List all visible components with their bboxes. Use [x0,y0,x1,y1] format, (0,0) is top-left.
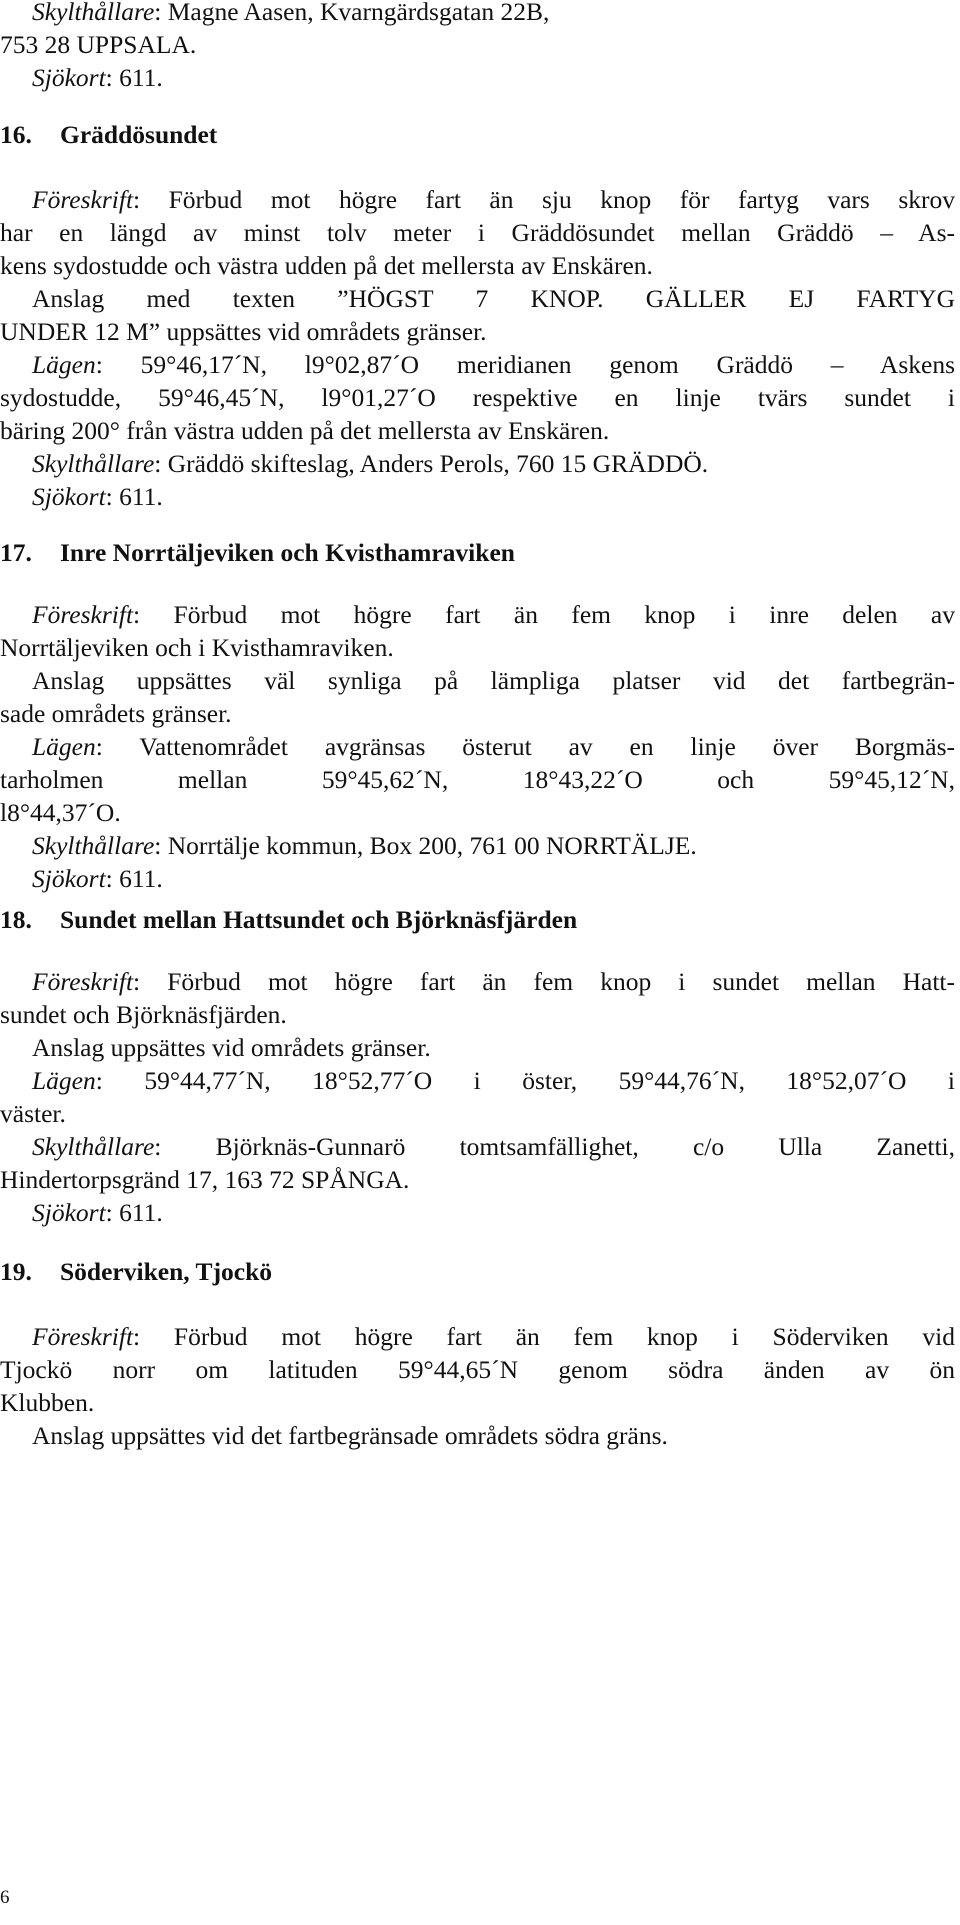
section-number: 17. [0,538,32,567]
regulation-line: Föreskrift: Förbud mot högre fart än fem knop i sundet mellan Hatt- [32,967,955,996]
sign-line: UNDER 12 M” uppsättes vid områdets gränser. [0,317,487,346]
regulation-line: Föreskrift: Förbud mot högre fart än sju knop för fartyg vars skrov [32,185,955,214]
regulation-line: har en längd av minst tolv meter i Gräddösundet mellan Gräddö – As- [0,218,955,247]
chart-line: Sjökort: 611. [32,1198,163,1227]
regulation-line: Klubben. [0,1388,95,1417]
section-heading-17 [0,536,515,569]
sign-line: Anslag uppsättes vid det fartbegränsade områdets södra gräns. [32,1421,668,1450]
regulation-line: Norrtäljeviken och i Kvisthamraviken. [0,633,394,662]
regulation-line: Föreskrift: Förbud mot högre fart än fem knop i inre delen av [32,600,955,629]
chart-label: Sjökort [32,63,106,92]
regulation-label: Föreskrift [32,967,134,996]
position-line: l8°44,37´O. [0,798,121,827]
section-heading-19 [0,1255,272,1288]
section-title: Söderviken, Tjockö [60,1257,273,1286]
section-title: Sundet mellan Hattsundet och Björknäsfjärden [60,905,578,934]
regulation-line: Föreskrift: Förbud mot högre fart än fem knop i Söderviken vid [32,1322,955,1351]
regulation-label: Föreskrift [32,1322,134,1351]
sign-line: Anslag uppsättes väl synliga på lämpliga platser vid det fartbegrän- [32,666,955,695]
position-line: väster. [0,1099,66,1128]
section-heading-16 [0,118,217,151]
holder-text: : Magne Aasen, Kvarngärdsgatan 22B, [154,0,550,26]
holder-line: Skylthållare: Björknäs-Gunnarö tomtsamfällighet, c/o Ulla Zanetti, [32,1132,955,1161]
sign-line: sade områdets gränser. [0,699,232,728]
holder-line [32,0,549,28]
chart-label: Sjökort [32,482,106,511]
holder-line-cont: 753 28 UPPSALA. [0,30,197,59]
section-title: Gräddösundet [60,120,218,149]
holder-label: Skylthållare [32,1132,155,1161]
position-line: tarholmen mellan 59°45,62´N, 18°43,22´O och 59°45,12´N, [0,765,955,794]
position-line: sydostudde, 59°46,45´N, l9°01,27´O respektive en linje tvärs sundet i [0,383,955,412]
regulation-label: Föreskrift [32,600,134,629]
chart-label: Sjökort [32,864,106,893]
position-line: Lägen: Vattenområdet avgränsas österut av en linje över Borgmäs- [32,732,955,761]
holder-label: Skylthållare [32,449,155,478]
holder-line: Skylthållare: Norrtälje kommun, Box 200, 761 00 NORRTÄLJE. [32,831,697,860]
section-number: 18. [0,905,32,934]
position-line: Lägen: 59°44,77´N, 18°52,77´O i öster, 59°44,76´N, 18°52,07´O i [32,1066,955,1095]
chart-line [32,61,163,94]
section-number: 19. [0,1257,32,1286]
section-number: 16. [0,120,32,149]
position-label: Lägen [32,1066,96,1095]
chart-text: : 611. [105,63,163,92]
position-label: Lägen [32,350,96,379]
position-line: bäring 200° från västra udden på det mellersta av Enskären. [0,416,610,445]
holder-line-cont: Hindertorpsgränd 17, 163 72 SPÅNGA. [0,1165,410,1194]
regulation-line: kens sydostudde och västra udden på det mellersta av Enskären. [0,251,653,280]
holder-label: Skylthållare [32,831,155,860]
regulation-label: Föreskrift [32,185,134,214]
holder-line: Skylthållare: Gräddö skifteslag, Anders Perols, 760 15 GRÄDDÖ. [32,449,709,478]
section-heading-18 [0,903,577,936]
page-number: 6 [0,1887,10,1908]
chart-line: Sjökort: 611. [32,864,163,893]
chart-label: Sjökort [32,1198,106,1227]
sign-line: Anslag uppsättes vid områdets gränser. [32,1033,431,1062]
position-label: Lägen [32,732,96,761]
holder-label: Skylthållare [32,0,155,26]
position-line: Lägen: 59°46,17´N, l9°02,87´O meridianen genom Gräddö – Askens [32,350,955,379]
section-title: Inre Norrtäljeviken och Kvisthamraviken [60,538,515,567]
chart-line: Sjökort: 611. [32,482,163,511]
sign-line: Anslag med texten ”HÖGST 7 KNOP. GÄLLER EJ FARTYG [32,284,955,313]
regulation-line: Tjockö norr om latituden 59°44,65´N genom södra änden av ön [0,1355,955,1384]
regulation-line: sundet och Björknäsfjärden. [0,1000,287,1029]
